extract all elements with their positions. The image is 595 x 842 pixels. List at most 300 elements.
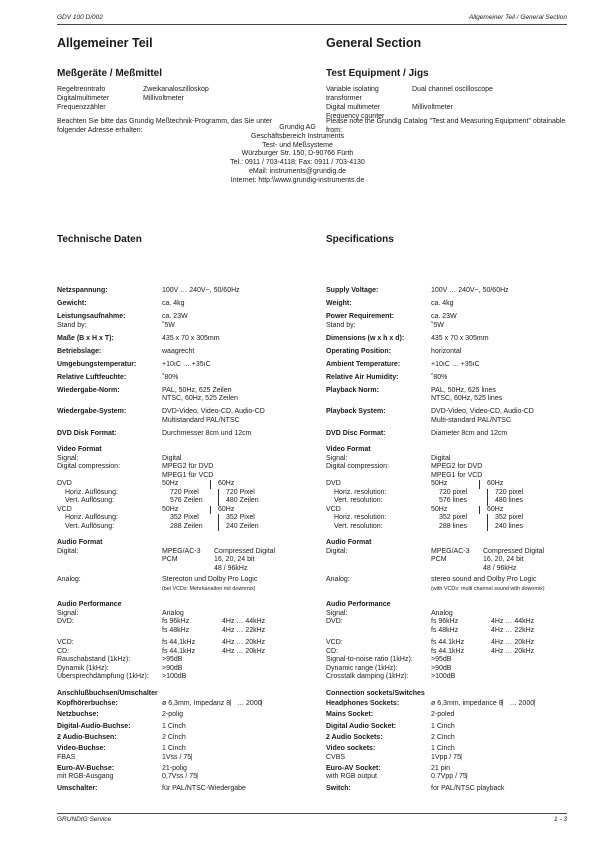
video-resolution-row	[57, 506, 312, 515]
connection-value	[431, 711, 581, 720]
audio-format-title: Audio Format	[57, 539, 103, 546]
spec-label	[57, 300, 162, 309]
spec-label-text: Relative Luftfeuchte:	[57, 373, 127, 381]
performance-label: Crosstalk damping (1kHz):	[326, 673, 409, 680]
spec-value-text: Durchmesser 8cm und 12cm	[162, 429, 252, 437]
connection-value-text: 2 Cinch	[431, 733, 455, 741]
spec-value	[162, 300, 312, 309]
audio-digital-label: Digital:	[57, 547, 79, 555]
performance-range: 4Hz … 20kHz	[222, 639, 266, 646]
spec-value	[162, 374, 312, 383]
resolution-50hz: 576 Zeilen	[170, 497, 219, 506]
performance-label: Signal:	[326, 609, 348, 617]
audio-pcm: PCM	[431, 556, 447, 563]
video-resolution-row	[57, 497, 312, 506]
resolution-50hz: 50Hz	[431, 506, 480, 515]
spec-label	[57, 287, 162, 296]
video-compression-value	[162, 463, 213, 480]
audio-pcm-spacer	[57, 556, 162, 573]
spec-value	[431, 430, 581, 439]
audio-codec-desc: Compressed Digital	[214, 547, 276, 555]
spec-value	[431, 300, 581, 309]
spec-value	[431, 361, 581, 370]
audio-performance	[57, 601, 312, 682]
audio-performance-title: Audio Performance	[57, 601, 122, 608]
connection-label-text: Switch:	[326, 784, 351, 792]
performance-value: fs 44.1kHz	[431, 639, 465, 646]
spec-value-text: ca. 4kg	[162, 300, 185, 307]
performance-row	[57, 618, 312, 627]
spec-value-text: 100V … 240V~, 50/60Hz	[162, 287, 240, 294]
connection-row	[57, 785, 312, 794]
resolution-label: Horiz. Auflösung:	[65, 488, 118, 496]
compression-vcd: MPEG1 für VCD	[162, 471, 214, 479]
video-compression-label: Digital compression:	[326, 463, 390, 470]
video-compression-row	[326, 463, 581, 480]
address-line: eMail: instruments@grundig.de	[249, 167, 346, 175]
connection-label	[326, 723, 431, 732]
spec-row	[326, 374, 581, 383]
connection-value-text: für PAL/NTSC-Wiedergabe	[162, 784, 246, 792]
spec-value-text: ca. 4kg	[431, 300, 454, 307]
analog-text: Stereoton und Dolby Pro Logic	[162, 576, 258, 583]
page-number: 1 - 3	[553, 816, 567, 823]
audio-pcm-values	[483, 556, 523, 573]
performance-value: fs 96kHz	[431, 618, 459, 625]
spec-value-sub: Multistandard PAL/NTSC	[162, 416, 240, 424]
performance-value: >100dB	[162, 673, 187, 680]
spec-value-text: ca. 23W	[431, 313, 457, 320]
spec-value	[162, 313, 312, 330]
specifications-list	[326, 287, 581, 796]
connection-value	[162, 723, 312, 732]
spec-row	[57, 430, 312, 439]
address-line: Test- und Meßsysteme	[262, 141, 333, 149]
connection-value	[162, 785, 312, 794]
connection-value-text: 1 Cinch	[162, 745, 186, 753]
performance-value: >100dB	[431, 673, 456, 680]
resolution-60hz: 60Hz	[218, 480, 235, 487]
audio-format	[57, 539, 312, 593]
spec-label-text: Weight:	[326, 300, 352, 307]
spec-row	[326, 300, 581, 309]
spec-label	[57, 313, 162, 330]
spec-label	[326, 430, 431, 439]
pcm-bits: 16, 20, 24 bit	[483, 556, 524, 563]
performance-value: >90dB	[162, 664, 183, 672]
video-resolution-row	[326, 506, 581, 515]
address-line: Tel.: 0911 / 703-4118; Fax: 0911 / 703-4130	[230, 159, 365, 167]
spec-label	[326, 335, 431, 344]
connection-value	[431, 734, 581, 743]
equipment-item: Digital multimeter	[326, 104, 381, 111]
equipment-item: Variable isolating transformer	[326, 86, 379, 102]
analog-note: (with VCDs: multi channel sound with downmix)	[431, 585, 545, 592]
page-header	[57, 14, 567, 25]
performance-range: 4Hz … 44kHz	[222, 618, 266, 625]
resolution-60hz: 352 Pixel	[226, 514, 255, 521]
video-signal-row	[326, 455, 581, 464]
equipment-item: Digitalmultimeter	[57, 95, 110, 102]
spec-label-sub: Stand by:	[57, 321, 87, 329]
spec-value-text: DVD-Video, Video-CD, Audio-CD	[431, 408, 534, 415]
performance-row	[57, 648, 312, 657]
connection-label	[57, 700, 162, 709]
spec-value	[162, 430, 312, 439]
resolution-50hz: 720 pixel	[439, 489, 488, 498]
performance-label: Dynamic range (1kHz):	[326, 664, 398, 672]
spec-value	[431, 287, 581, 296]
equipment-item: Frequency counter	[326, 113, 385, 120]
catalog-note: Please note the Grundig Catalog "Test and Measuring Equipment" obtainable from:	[326, 118, 566, 134]
performance-range: 4Hz … 22kHz	[222, 626, 266, 634]
resolution-50hz: 50Hz	[162, 506, 211, 515]
spec-value	[162, 287, 312, 296]
resolution-60hz: 720 Pixel	[226, 488, 255, 496]
connection-label-sub: mit RGB-Ausgang	[57, 773, 114, 781]
connection-value-text: 21 pin	[431, 764, 451, 772]
performance-value: fs 44,1kHz	[162, 639, 196, 646]
spec-value-sub: NTSC, 60Hz, 525 lines	[431, 395, 503, 402]
resolution-60hz: 60Hz	[487, 505, 504, 513]
video-resolution-row	[326, 514, 581, 523]
connection-label-text: 2 Audio Sockets:	[326, 733, 383, 741]
spec-value-text: ca. 23W	[162, 313, 188, 320]
spec-value-text: waagrecht	[162, 347, 195, 355]
connection-label-text: Digital Audio Socket:	[326, 722, 397, 730]
resolution-50hz: 50Hz	[162, 480, 211, 489]
connection-value	[431, 745, 581, 762]
performance-range: 4Hz … 44kHz	[491, 618, 535, 625]
equipment-item: Dual channel oscilloscope	[412, 86, 493, 93]
spec-label-text: Wiedergabe-Norm:	[57, 386, 120, 394]
connection-value	[162, 711, 312, 720]
resolution-50hz: 352 Pixel	[170, 514, 219, 523]
compression-dvd: MPEG2 für DVD	[162, 463, 214, 470]
spec-value-text: 435 x 70 x 305mm	[162, 334, 220, 342]
connection-label-text: Digital-Audio-Buchse:	[57, 722, 131, 730]
video-signal-label: Signal:	[326, 454, 348, 462]
spec-label	[57, 361, 162, 370]
audio-codec-desc: Compressed Digital	[483, 547, 545, 555]
video-compression-value	[431, 463, 482, 480]
spec-value-text: ˚80%	[162, 373, 179, 381]
resolution-60hz: 480 lines	[495, 497, 524, 504]
video-format-title: Video Format	[57, 446, 102, 453]
resolution-50hz: 50Hz	[431, 480, 480, 489]
connection-row	[57, 700, 312, 709]
spec-value-text: horizontal	[431, 347, 462, 355]
spec-row	[57, 287, 312, 296]
audio-analog-label: Analog:	[326, 576, 350, 583]
resolution-label: Vert. Auflösung:	[65, 522, 115, 530]
connection-value-sub: 0.7Vpp / 75⎸	[431, 773, 474, 781]
spec-value-text: 100V … 240V~, 50/60Hz	[431, 287, 509, 294]
resolution-60hz: 480 Zeilen	[226, 497, 259, 504]
performance-row	[57, 639, 312, 648]
performance-label: Rauschabstand (1kHz):	[57, 656, 131, 663]
resolution-label: VCD	[326, 505, 341, 513]
connection-label	[57, 765, 162, 782]
connection-row	[57, 723, 312, 732]
video-resolution-row	[326, 523, 581, 532]
resolution-label: DVD	[326, 480, 341, 487]
connection-label-text: Video-Buchse:	[57, 745, 106, 753]
resolution-label: Horiz. resolution:	[334, 514, 387, 521]
performance-value: >95dB	[431, 656, 452, 663]
resolution-50hz: 576 lines	[439, 497, 488, 506]
spec-value-sub: NTSC, 60Hz, 525 Zeilen	[162, 395, 238, 402]
address-line: Internet: http:\\www.grundig-instruments.de	[230, 176, 365, 184]
performance-label: VCD:	[57, 639, 74, 646]
spec-label	[326, 300, 431, 309]
performance-row	[57, 665, 312, 674]
performance-range: 4Hz … 20kHz	[491, 647, 535, 655]
spec-label	[326, 408, 431, 425]
spec-label-text: Umgebungstemperatur:	[57, 360, 137, 368]
performance-row	[57, 656, 312, 665]
catalog-note: Beachten Sie bitte das Grundig Meßtechnik-Programm, das Sie unter folgender Adresse erhalten:	[57, 118, 273, 134]
spec-row	[57, 408, 312, 425]
equipment-heading: Test Equipment / Jigs	[326, 68, 429, 79]
connection-label-text: Kopfhörerbuchse:	[57, 700, 118, 707]
connection-value-text: 1 Cinch	[431, 722, 455, 730]
equipment-item: Regeltrenntrafo	[57, 86, 106, 93]
equipment-item: Zweikanaloszilloskop	[143, 86, 209, 93]
connection-title: Anschlußbuchsen/Umschalter	[57, 689, 158, 697]
connection-label	[326, 765, 431, 782]
resolution-50hz: 352 pixel	[439, 514, 488, 523]
section-title: General Section	[326, 36, 422, 50]
spec-label	[326, 387, 431, 404]
spec-label	[57, 408, 162, 425]
video-signal-row	[57, 455, 312, 464]
spec-label-text: DVD Disk Format:	[57, 429, 117, 437]
performance-row	[326, 656, 581, 665]
spec-label-text: Operating Position:	[326, 347, 391, 355]
connection-value-text: 2-polig	[162, 711, 184, 719]
performance-range: 4Hz … 20kHz	[222, 647, 266, 655]
spec-label-text: Playback Norm:	[326, 386, 379, 394]
spec-label-sub: Stand by:	[326, 321, 356, 329]
spec-value-text: DVD-Video, Video-CD, Audio-CD	[162, 408, 265, 415]
connection-label-text: Euro-AV-Buchse:	[57, 764, 115, 772]
video-resolution-row	[57, 480, 312, 489]
performance-label: Signal-to-noise ratio (1kHz):	[326, 656, 413, 663]
connection-row	[57, 745, 312, 762]
spec-row	[57, 313, 312, 330]
resolution-60hz: 240 Zeilen	[226, 522, 259, 530]
audio-pcm-spacer	[326, 556, 431, 573]
performance-value: Analog	[431, 609, 453, 617]
connection-row	[326, 700, 581, 709]
connection-row	[326, 785, 581, 794]
spec-row	[57, 387, 312, 404]
connection-title: Connection sockets/Switches	[326, 689, 425, 697]
connection-value	[431, 785, 581, 794]
spec-row	[57, 374, 312, 383]
resolution-label: VCD	[57, 505, 72, 513]
performance-label: VCD:	[326, 639, 343, 646]
connection-value-text: 2 Cinch	[162, 733, 186, 741]
performance-value: fs 44.1kHz	[431, 647, 465, 655]
performance-label: Signal:	[57, 609, 79, 617]
spec-value	[431, 313, 581, 330]
performance-row	[326, 627, 581, 636]
connection-row	[326, 745, 581, 762]
connection-label-sub: FBAS	[57, 753, 76, 761]
audio-pcm-row	[57, 556, 312, 573]
spec-label-text: Betriebslage:	[57, 347, 102, 355]
spec-row	[326, 287, 581, 296]
spec-value-text: ˚80%	[431, 373, 448, 381]
connection-label-text: Euro-AV Socket:	[326, 764, 381, 772]
resolution-label: Horiz. resolution:	[334, 488, 387, 496]
connection-value	[162, 734, 312, 743]
connection-label-text: Mains Socket:	[326, 711, 374, 719]
video-compression-row	[57, 463, 312, 480]
connection-label-text: Netzbuchse:	[57, 711, 99, 719]
resolution-label: Vert. resolution:	[334, 522, 383, 530]
connection-label	[326, 745, 431, 762]
connection-label-text: Umschalter:	[57, 784, 98, 792]
spec-label-text: DVD Disc Format:	[326, 429, 386, 437]
compression-vcd: MPEG1 for VCD	[431, 471, 483, 479]
audio-analog-label: Analog:	[57, 576, 81, 583]
spec-label	[326, 348, 431, 357]
spec-label	[326, 287, 431, 296]
connection-label-sub: with RGB output	[326, 773, 377, 781]
connection-row	[326, 711, 581, 720]
spec-value	[431, 387, 581, 404]
video-format-title: Video Format	[326, 446, 371, 453]
connection-value-text: ø 6,3mm, impedance 8⎸… 2000⎸	[431, 700, 542, 707]
performance-range: 4Hz … 20kHz	[491, 639, 535, 646]
spec-value	[431, 348, 581, 357]
equipment-item: Frequenzzähler	[57, 104, 106, 111]
audio-codec: MPEG/AC-3	[431, 547, 470, 555]
connection-label	[57, 734, 162, 743]
performance-label: CD:	[326, 647, 339, 655]
spec-value-text: 435 x 70 x 305mm	[431, 334, 489, 342]
specifications-heading: Specifications	[326, 234, 394, 245]
video-signal-label: Signal:	[57, 454, 79, 462]
resolution-60hz: 352 pixel	[495, 514, 524, 521]
resolution-label: DVD	[57, 480, 72, 487]
audio-pcm: PCM	[162, 556, 178, 563]
video-resolution-row	[57, 489, 312, 498]
connection-value-text: 21-polig	[162, 764, 187, 772]
connection-sockets	[57, 690, 312, 794]
resolution-label: Horiz. Auflösung:	[65, 514, 118, 521]
connection-value	[162, 745, 312, 762]
audio-analog-value	[162, 576, 257, 593]
spec-label	[57, 387, 162, 404]
compression-dvd: MPEG2 for DVD	[431, 463, 483, 470]
connection-value	[431, 723, 581, 732]
connection-value-text: ø 6,3mm, Impedanz 8⎸… 2000⎸	[162, 700, 269, 707]
spec-row	[57, 335, 312, 344]
spec-label-text: Leistungsaufnahme:	[57, 313, 126, 320]
performance-value: fs 48kHz	[431, 626, 459, 634]
spec-label	[57, 348, 162, 357]
connection-value-sub: 0,7Vss / 75⎸	[162, 773, 205, 781]
spec-label	[57, 335, 162, 344]
resolution-60hz: 240 lines	[495, 522, 524, 530]
video-resolution-row	[57, 514, 312, 523]
audio-analog-value	[431, 576, 545, 593]
video-signal-value: Digital	[162, 454, 182, 462]
connection-row	[57, 711, 312, 720]
performance-value: fs 48kHz	[162, 626, 190, 634]
spec-row	[326, 361, 581, 370]
spec-label	[326, 361, 431, 370]
spec-label-text: Gewicht:	[57, 300, 87, 307]
performance-row	[57, 673, 312, 682]
spec-label-text: Netzspannung:	[57, 287, 108, 294]
connection-value	[431, 700, 581, 709]
audio-analog-row	[57, 576, 312, 593]
address-line: Grundig AG	[279, 124, 316, 131]
connection-row	[326, 723, 581, 732]
video-resolution-row	[326, 480, 581, 489]
connection-row	[57, 765, 312, 782]
equipment-list	[326, 85, 581, 121]
specifications-list	[57, 287, 312, 796]
video-format	[326, 446, 581, 531]
address-line: Geschäftsbereich Instruments	[251, 132, 344, 140]
equipment-row	[57, 94, 312, 103]
connection-value-sub: 1Vss / 75⎸	[162, 753, 199, 761]
connection-label	[57, 745, 162, 762]
resolution-50hz: 288 lines	[439, 523, 488, 532]
spec-value	[431, 408, 581, 425]
spec-value	[162, 361, 312, 370]
spec-value-text: Diameter 8cm and 12cm	[431, 429, 508, 437]
performance-label: DVD:	[326, 618, 343, 625]
video-resolution-row	[57, 523, 312, 532]
video-resolution-row	[326, 497, 581, 506]
performance-label	[57, 627, 162, 636]
audio-performance	[326, 601, 581, 682]
address-line: Würzburger Str. 150, D-90766 Fürth	[241, 150, 354, 158]
page-footer	[57, 813, 567, 826]
pcm-rate: 48 / 96kHz	[214, 564, 248, 572]
audio-digital-row	[57, 548, 312, 557]
connection-label	[326, 700, 431, 709]
connection-label-text: Headphones Sockets:	[326, 700, 400, 707]
spec-label-text: Maße (B x H x T):	[57, 334, 114, 342]
spec-label	[57, 374, 162, 383]
resolution-60hz: 720 pixel	[495, 488, 524, 496]
resolution-60hz: 60Hz	[487, 480, 504, 487]
resolution-50hz: 288 Zeilen	[170, 523, 219, 532]
pcm-bits: 16, 20, 24 bit	[214, 556, 255, 563]
spec-value	[431, 374, 581, 383]
connection-value-text: for PAL/NTSC playback	[431, 784, 505, 792]
audio-pcm-values	[214, 556, 254, 573]
performance-value: Analog	[162, 609, 184, 617]
audio-codec: MPEG/AC-3	[162, 547, 201, 555]
spec-row	[326, 430, 581, 439]
spec-label-text: Ambient Temperature:	[326, 360, 401, 368]
audio-analog-row	[326, 576, 581, 593]
connection-label	[326, 785, 431, 794]
spec-label-text: Wiedergabe-System:	[57, 408, 127, 415]
spec-value-sub: ˚5W	[162, 321, 175, 329]
spec-value-text: PAL, 50Hz, 625 Zeilen	[162, 386, 232, 394]
connection-label	[326, 711, 431, 720]
